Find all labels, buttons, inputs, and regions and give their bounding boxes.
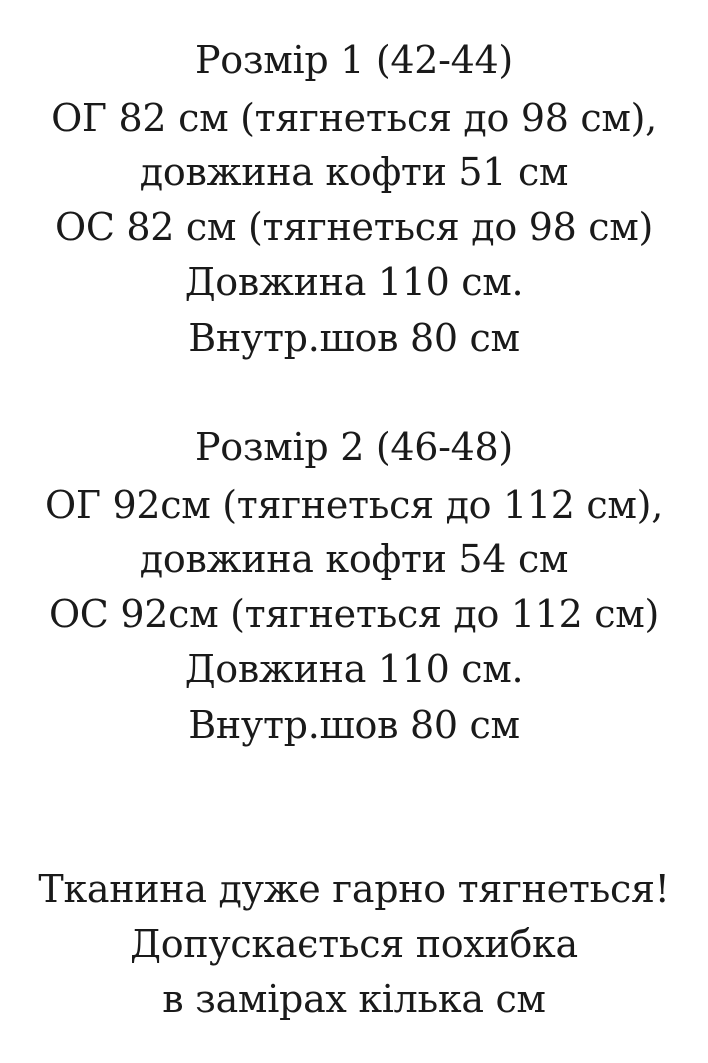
size-1-length: Довжина 110 см. bbox=[184, 260, 524, 304]
fabric-stretch-note: Тканина дуже гарно тягнеться! bbox=[38, 867, 670, 911]
size-1-title: Розмір 1 (42-44) bbox=[195, 38, 513, 82]
size-2-top-length: довжина кофти 54 см bbox=[139, 537, 569, 581]
size-2-title: Розмір 2 (46-48) bbox=[195, 425, 513, 469]
size-2-length: Довжина 110 см. bbox=[184, 647, 524, 691]
size-2-chest: ОГ 92см (тягнеться до 112 см), bbox=[45, 483, 663, 527]
size-2-hips: ОС 92см (тягнеться до 112 см) bbox=[48, 592, 660, 636]
size-1-hips: ОС 82 см (тягнеться до 98 см) bbox=[54, 205, 653, 249]
size-1-chest: ОГ 82 см (тягнеться до 98 см), bbox=[51, 96, 657, 140]
tolerance-note-line-2: в замірах кілька см bbox=[162, 977, 546, 1021]
size-1-top-length: довжина кофти 51 см bbox=[139, 150, 569, 194]
size-1-inseam: Внутр.шов 80 см bbox=[188, 316, 520, 360]
size-2-inseam: Внутр.шов 80 см bbox=[188, 703, 520, 747]
tolerance-note-line-1: Допускається похибка bbox=[130, 922, 578, 966]
